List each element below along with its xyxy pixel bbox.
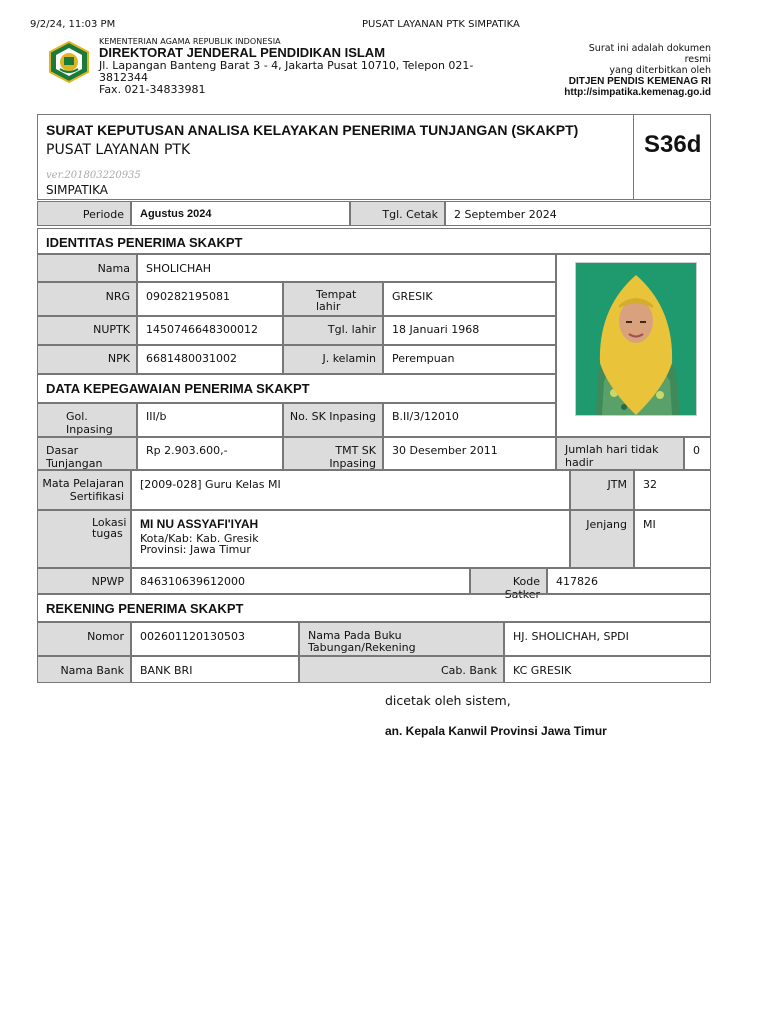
document-title: SURAT KEPUTUSAN ANALISA KELAYAKAN PENERIMA TUNJANGAN (SKAKPT) [46, 122, 579, 138]
nama-buku-value: HJ. SHOLICHAH, SPDI [504, 622, 711, 656]
nosk-label: No. SK Inpasing [283, 403, 383, 437]
cab-label: Cab. Bank [299, 656, 504, 683]
nosk-value: B.II/3/12010 [383, 403, 556, 437]
tgl-lahir-label: Tgl. lahir [283, 316, 383, 345]
dasar-label: Dasar Tunjangan [37, 437, 137, 470]
tempat-lahir-label: Tempat lahir [283, 282, 383, 316]
kepegawaian-section-title: DATA KEPEGAWAIAN PENERIMA SKAKPT [37, 374, 556, 403]
jenjang-label: Jenjang [570, 510, 634, 568]
gol-value: III/b [137, 403, 283, 437]
system-name: SIMPATIKA [46, 183, 108, 197]
jkel-label: J. kelamin [283, 345, 383, 374]
directorate-name: DIREKTORAT JENDERAL PENDIDIKAN ISLAM [99, 45, 386, 60]
photo-cell [556, 254, 711, 437]
npwp-value: 846310639612000 [131, 568, 470, 594]
nomor-label: Nomor [37, 622, 131, 656]
nama-label: Nama [37, 254, 137, 282]
jtm-label: JTM [570, 470, 634, 510]
periode-value: Agustus 2024 [131, 201, 350, 226]
title-block [37, 114, 634, 200]
bank-label: Nama Bank [37, 656, 131, 683]
nuptk-value: 1450746648300012 [137, 316, 283, 345]
gol-label: Gol. Inpasing [37, 403, 137, 437]
jkel-value: Perempuan [383, 345, 556, 374]
nrg-label: NRG [37, 282, 137, 316]
jenjang-value: MI [634, 510, 711, 568]
periode-label: Periode [37, 201, 131, 226]
lokasi-kota: Kota/Kab: Kab. Gresik Provinsi: Jawa Timur [140, 532, 259, 556]
jtm-value: 32 [634, 470, 711, 510]
cab-value: KC GRESIK [504, 656, 711, 683]
lokasi-nama: MI NU ASSYAFI'IYAH [140, 517, 259, 531]
note-line-2: yang diterbitkan oleh [609, 65, 711, 76]
nuptk-label: NUPTK [37, 316, 137, 345]
profile-photo [575, 262, 697, 416]
nama-buku-label: Nama Pada Buku Tabungan/Rekening [299, 622, 504, 656]
fax-line: Fax. 021-34833981 [99, 83, 206, 96]
printed-by-text: dicetak oleh sistem, [385, 693, 511, 708]
document-code-box [633, 114, 711, 200]
tmt-label: TMT SK Inpasing [283, 437, 383, 470]
npk-label: NPK [37, 345, 137, 374]
lokasi-cell [131, 510, 570, 568]
bank-value: BANK BRI [131, 656, 299, 683]
tgl-cetak-label: Tgl. Cetak [350, 201, 445, 226]
rekening-section-title: REKENING PENERIMA SKAKPT [37, 594, 711, 622]
npwp-label: NPWP [37, 568, 131, 594]
jml-hari-label: Jumlah hari tidak hadir [556, 437, 684, 470]
document-note [511, 43, 711, 98]
mapel-label: Mata Pelajaran Sertifikasi [37, 470, 131, 510]
letterhead-address [99, 60, 499, 96]
document-version: ver.201803220935 [46, 170, 141, 181]
print-page-title: PUSAT LAYANAN PTK SIMPATIKA [362, 19, 520, 30]
nrg-value: 090282195081 [137, 282, 283, 316]
identitas-section-title: IDENTITAS PENERIMA SKAKPT [37, 228, 711, 254]
signatory-text: an. Kepala Kanwil Provinsi Jawa Timur [385, 724, 607, 738]
note-line-1: Surat ini adalah dokumen resmi [588, 43, 711, 65]
issuer: DITJEN PENDIS KEMENAG RI [568, 76, 711, 87]
document-subtitle: PUSAT LAYANAN PTK [46, 142, 191, 158]
kemenag-logo [47, 41, 91, 83]
ministry-name: KEMENTERIAN AGAMA REPUBLIK INDONESIA [99, 37, 281, 46]
document-code: S36d [644, 131, 702, 158]
nama-value: SHOLICHAH [137, 254, 556, 282]
satker-value: 417826 [547, 568, 711, 594]
dasar-value: Rp 2.903.600,- [137, 437, 283, 470]
issuer-url: http://simpatika.kemenag.go.id [564, 87, 711, 98]
tempat-lahir-value: GRESIK [383, 282, 556, 316]
address-line: Jl. Lapangan Banteng Barat 3 - 4, Jakarta Pusat 10710, Telepon 021-3812344 [99, 59, 474, 84]
print-datetime: 9/2/24, 11:03 PM [30, 19, 116, 30]
tmt-value: 30 Desember 2011 [383, 437, 556, 470]
tgl-lahir-value: 18 Januari 1968 [383, 316, 556, 345]
mapel-value: [2009-028] Guru Kelas MI [131, 470, 570, 510]
jml-hari-value: 0 [684, 437, 711, 470]
satker-label: Kode Satker [470, 568, 547, 594]
npk-value: 6681480031002 [137, 345, 283, 374]
lokasi-label: Lokasi tugas [37, 510, 131, 568]
nomor-value: 002601120130503 [131, 622, 299, 656]
tgl-cetak-value: 2 September 2024 [445, 201, 711, 226]
